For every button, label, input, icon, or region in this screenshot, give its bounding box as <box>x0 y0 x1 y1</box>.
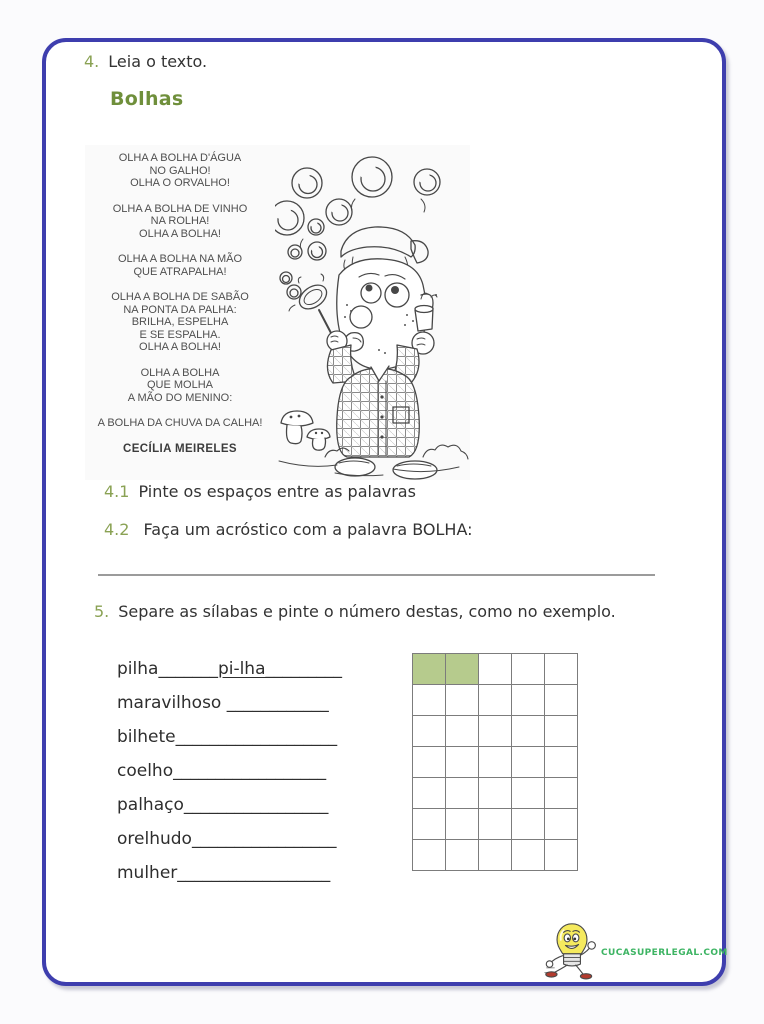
question-number: 4. <box>84 52 100 71</box>
grid-cell[interactable] <box>413 809 446 840</box>
question-4-2 <box>104 520 473 539</box>
word-label: orelhudo <box>117 829 192 849</box>
grid-cell[interactable] <box>446 685 479 716</box>
section-divider <box>98 574 655 576</box>
question-number: 4.2 <box>104 520 130 539</box>
answer-blank[interactable]: __________________ <box>177 863 331 883</box>
question-number: 5. <box>94 602 110 621</box>
grid-cell[interactable] <box>512 809 545 840</box>
word-row <box>117 652 397 686</box>
grid-cell[interactable] <box>545 840 578 871</box>
word-label: coelho <box>117 761 174 781</box>
bubbles-boy-illustration <box>275 145 470 480</box>
mascot-lightbulb-icon <box>543 920 601 982</box>
answer-blank[interactable]: ___________________ <box>175 727 338 747</box>
question-number: 4.1 <box>104 482 130 501</box>
word-label: maravilhoso <box>117 693 227 713</box>
grid-cell[interactable] <box>479 716 512 747</box>
example-answer: pi-lha <box>217 659 266 679</box>
syllable-count-grid <box>412 653 578 871</box>
grid-cell[interactable] <box>446 840 479 871</box>
poem-stanza: A BOLHA DA CHUVA DA CALHA! <box>97 417 263 429</box>
grid-cell[interactable] <box>413 778 446 809</box>
grid-cell[interactable] <box>545 747 578 778</box>
word-label: bilhete <box>117 727 176 747</box>
poem-author: CECÍLIA MEIRELES <box>123 442 237 455</box>
question-text: Separe as sílabas e pinte o número destas, como no exemplo. <box>118 602 616 621</box>
answer-blank[interactable]: _________________ <box>191 829 337 849</box>
grid-cell[interactable] <box>446 654 479 685</box>
grid-cell[interactable] <box>479 778 512 809</box>
grid-cell[interactable] <box>413 654 446 685</box>
grid-cell[interactable] <box>512 654 545 685</box>
grid-cell[interactable] <box>446 778 479 809</box>
grid-cell[interactable] <box>512 747 545 778</box>
question-4-1 <box>104 482 416 501</box>
grid-cell[interactable] <box>545 685 578 716</box>
grid-cell[interactable] <box>512 840 545 871</box>
syllable-word-list <box>117 652 397 890</box>
answer-blank[interactable]: __________________ <box>173 761 327 781</box>
answer-blank[interactable]: _______ <box>158 659 218 679</box>
grid-cell[interactable] <box>479 840 512 871</box>
question-text: Leia o texto. <box>108 52 208 71</box>
word-label: pilha <box>117 659 159 679</box>
grid-cell[interactable] <box>512 716 545 747</box>
grid-cell[interactable] <box>479 685 512 716</box>
answer-blank[interactable]: _________ <box>265 659 343 679</box>
poem-stanzas <box>85 152 275 430</box>
word-row <box>117 856 397 890</box>
word-row <box>117 822 397 856</box>
grid-cell[interactable] <box>545 778 578 809</box>
answer-blank[interactable]: ____________ <box>226 693 329 713</box>
question-4 <box>84 52 207 71</box>
poem-stanza: OLHA A BOLHA DE SABÃO NA PONTA DA PALHA: BRILHA, ESPELHA E SE ESPALHA. OLHA A BOLHA! <box>111 291 249 353</box>
grid-cell[interactable] <box>479 747 512 778</box>
poem-stanza: OLHA A BOLHA QUE MOLHA A MÃO DO MENINO: <box>127 366 233 404</box>
grid-cell[interactable] <box>446 747 479 778</box>
grid-cell[interactable] <box>545 809 578 840</box>
grid-cell[interactable] <box>545 716 578 747</box>
word-label: palhaço <box>117 795 184 815</box>
grid-cell[interactable] <box>479 809 512 840</box>
word-row <box>117 788 397 822</box>
grid-cell[interactable] <box>446 809 479 840</box>
word-row <box>117 686 397 720</box>
grid-cell[interactable] <box>413 716 446 747</box>
grid-cell[interactable] <box>413 840 446 871</box>
poem-text <box>85 145 275 480</box>
poem-stanza: OLHA A BOLHA NA MÃO QUE ATRAPALHA! <box>117 253 243 278</box>
question-text: Pinte os espaços entre as palavras <box>138 482 416 501</box>
website-label: CUCASUPERLEGAL.COM <box>601 948 728 958</box>
poem-stanza: OLHA A BOLHA DE VINHO NA ROLHA! OLHA A BOLHA! <box>112 202 248 240</box>
question-text: Faça um acróstico com a palavra BOLHA: <box>143 520 473 539</box>
word-label: mulher <box>117 863 178 883</box>
grid-cell[interactable] <box>413 747 446 778</box>
poem-stanza: OLHA A BOLHA D'ÁGUA NO GALHO! OLHA O ORVALHO! <box>118 152 242 189</box>
grid-cell[interactable] <box>512 685 545 716</box>
grid-cell[interactable] <box>479 654 512 685</box>
answer-blank[interactable]: _________________ <box>183 795 329 815</box>
poem-title: Bolhas <box>110 88 184 110</box>
poem-figure <box>85 145 470 480</box>
word-row <box>117 754 397 788</box>
grid-cell[interactable] <box>413 685 446 716</box>
word-row <box>117 720 397 754</box>
grid-cell[interactable] <box>545 654 578 685</box>
question-5 <box>94 602 616 621</box>
grid-cell[interactable] <box>446 716 479 747</box>
grid-cell[interactable] <box>512 778 545 809</box>
